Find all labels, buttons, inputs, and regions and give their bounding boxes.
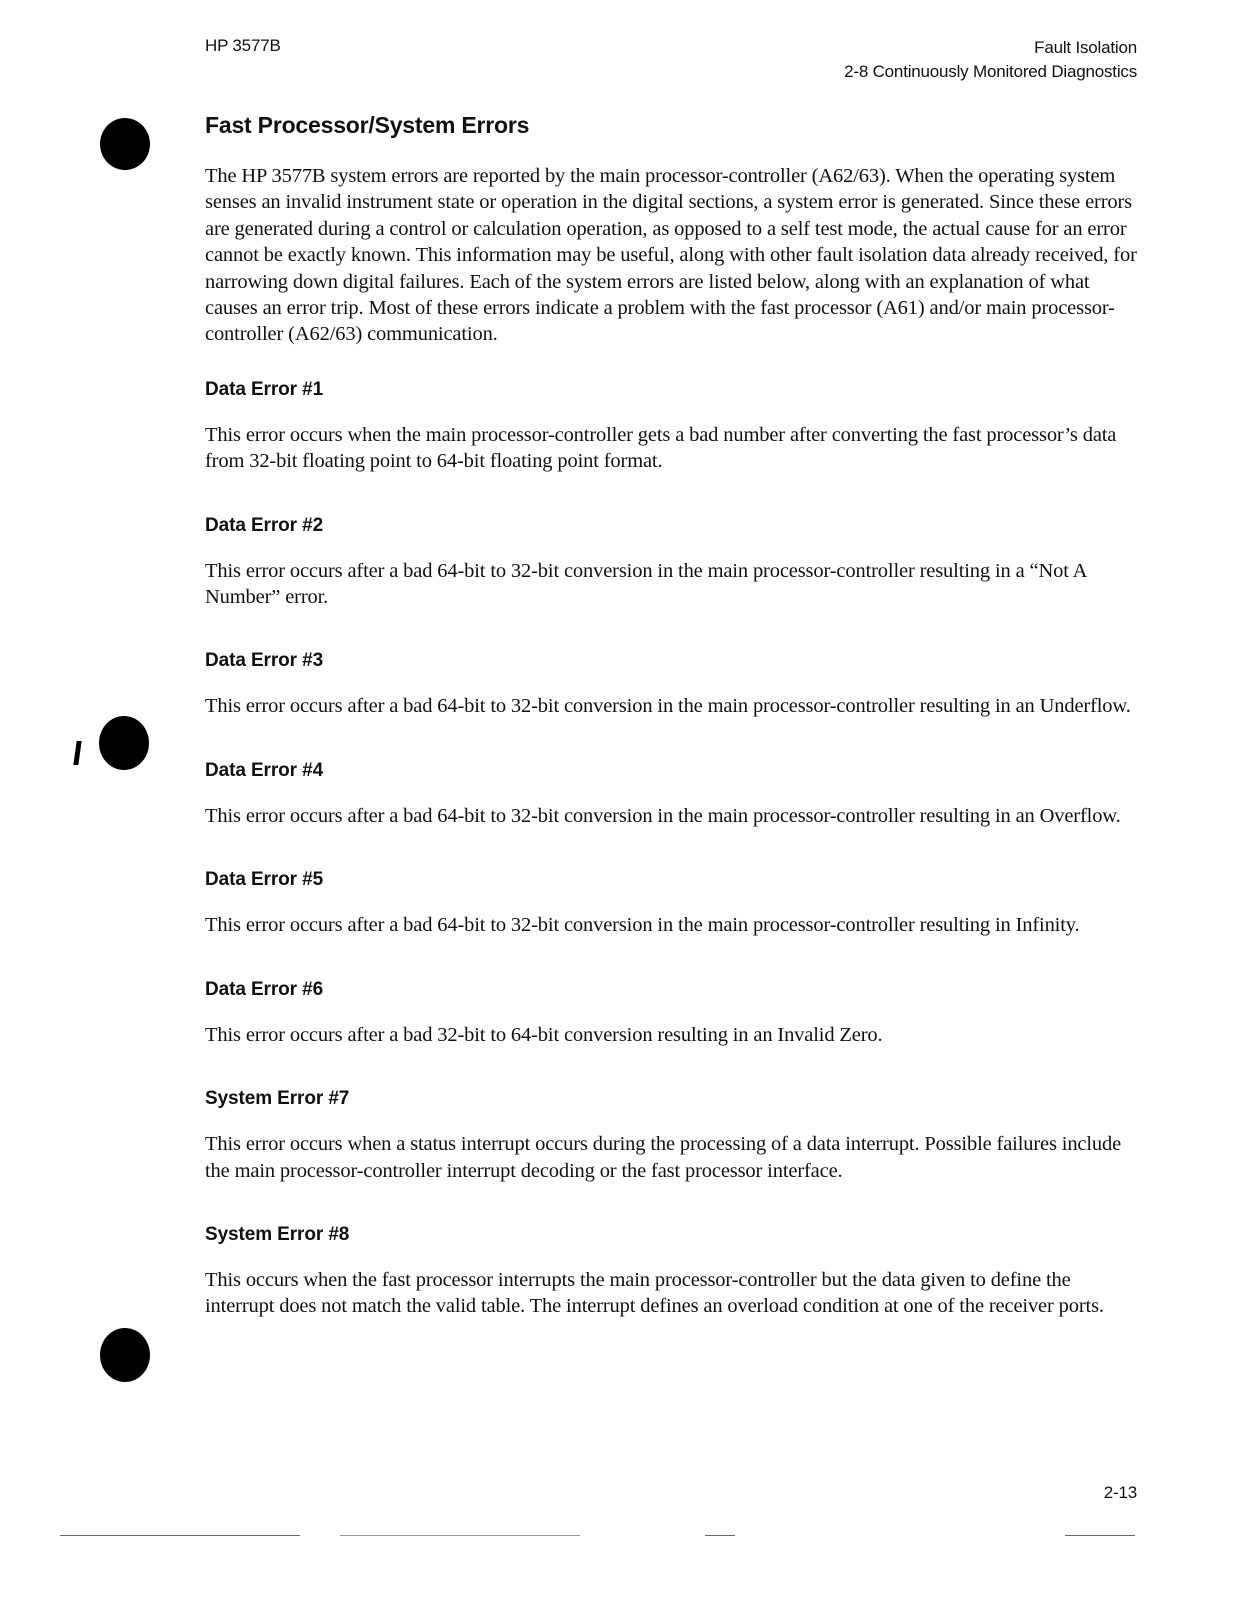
scan-artifact-line <box>1065 1535 1135 1536</box>
section-text: This error occurs after a bad 64-bit to 32-bit conversion in the main processor-controller resulting in a “Not A Number” error. <box>205 559 1087 609</box>
section-data-error-3 <box>205 649 1140 719</box>
scan-artifact-line <box>705 1535 735 1536</box>
section-heading: Data Error #6 <box>205 978 324 1000</box>
binder-hole-top <box>100 118 150 170</box>
scan-artifact-line <box>60 1535 300 1536</box>
binder-hole-bottom <box>100 1328 150 1382</box>
section-data-error-5 <box>205 868 1140 938</box>
section-heading: Data Error #2 <box>205 514 324 536</box>
section-text: This error occurs after a bad 32-bit to 64-bit conversion resulting in an Invalid Zero. <box>205 1023 883 1046</box>
binder-hole-middle <box>99 716 149 770</box>
section-system-error-7 <box>205 1087 1140 1184</box>
section-heading: Data Error #5 <box>205 869 324 891</box>
header-section-block <box>844 36 1137 84</box>
section-text: This error occurs when a status interrupt occurs during the processing of a data interrupt. Possible failures include the main processor-controller interrupt decoding or the fast processor interface. <box>205 1133 1122 1182</box>
section-text: This error occurs after a bad 64-bit to 32-bit conversion in the main processor-controller resulting in an Underflow. <box>205 695 1131 718</box>
section-heading: System Error #8 <box>205 1223 350 1245</box>
page-number: 2-13 <box>1103 1483 1137 1502</box>
section-data-error-4 <box>205 759 1140 829</box>
page-title: Fast Processor/System Errors <box>205 112 530 138</box>
scan-artifact-line <box>340 1535 580 1536</box>
section-data-error-6 <box>205 978 1140 1048</box>
section-text: This error occurs when the main processor-controller gets a bad number after converting the fast processor’s data from 32-bit floating point to 64-bit floating point format. <box>205 423 1117 473</box>
page-content <box>205 111 1140 1320</box>
header-model: HP 3577B <box>205 36 281 55</box>
section-heading: Data Error #3 <box>205 650 324 672</box>
section-system-error-8 <box>205 1223 1140 1320</box>
section-heading: System Error #7 <box>205 1088 350 1110</box>
header-subsection: 2-8 Continuously Monitored Diagnostics <box>844 62 1137 81</box>
section-text: This error occurs after a bad 64-bit to 32-bit conversion in the main processor-controller resulting in an Overflow. <box>205 804 1121 827</box>
section-heading: Data Error #4 <box>205 759 324 781</box>
section-heading: Data Error #1 <box>205 378 324 400</box>
header-section: Fault Isolation <box>1034 38 1137 57</box>
section-text: This error occurs after a bad 64-bit to 32-bit conversion in the main processor-controller resulting in Infinity. <box>205 914 1080 937</box>
section-data-error-2 <box>205 514 1140 611</box>
section-data-error-1 <box>205 378 1140 475</box>
binder-hole-mark <box>73 741 81 765</box>
section-text: This occurs when the fast processor interrupts the main processor-controller but the data given to define the interrupt does not match the valid table. The interrupt defines an overload condition at one of the receiver ports. <box>205 1268 1104 1318</box>
intro-paragraph: The HP 3577B system errors are reported by the main processor-controller (A62/63). When the operating system senses an invalid instrument state or operation in the digital sections, a system error is generated. Since these errors are generated during a control or calculation operation, as opposed to a self test mode, the actual cause for an error cannot be exactly known. This information may be useful, along with other fault isolation data already received, for narrowing down digital failures. Each of the system errors are listed below, along with an explanation of what causes an error trip. Most of these errors indicate a problem with the fast processor (A61) and/or main processor-controller (A62/63) communication. <box>205 165 1137 346</box>
